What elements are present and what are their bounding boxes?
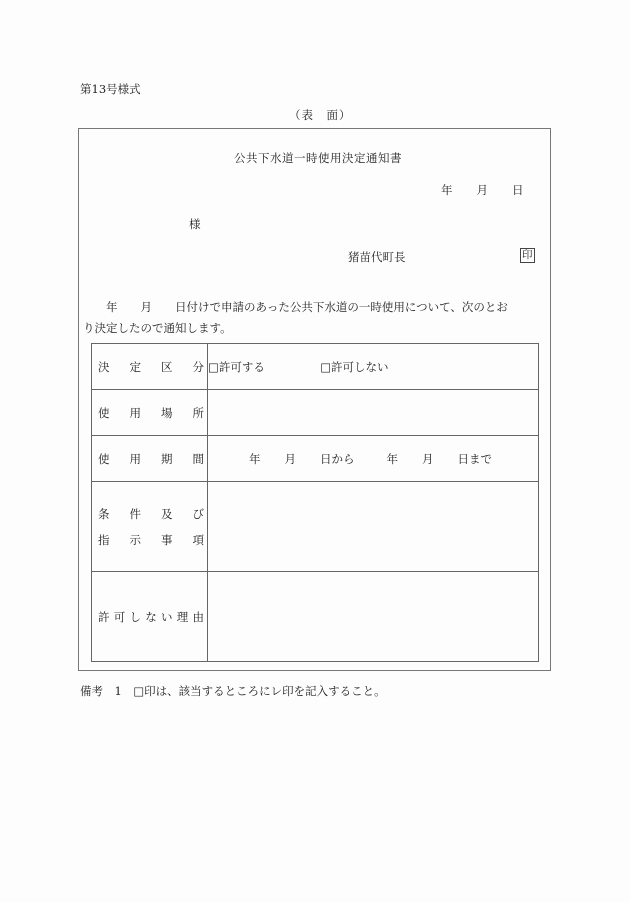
option-deny[interactable]: □許可しない bbox=[320, 359, 389, 374]
date-year: 年 bbox=[441, 183, 453, 197]
option-permit[interactable]: □許可する bbox=[208, 359, 265, 374]
body-text-line2: り決定したので通知します。 bbox=[83, 321, 232, 335]
reason-value[interactable] bbox=[208, 572, 539, 662]
table-row-reason bbox=[92, 572, 539, 662]
label-period: 使 用 期 間 bbox=[92, 436, 208, 482]
document-title: 公共下水道一時使用決定通知書 bbox=[234, 151, 402, 165]
table-row-location bbox=[92, 390, 539, 436]
conditions-value[interactable] bbox=[208, 482, 539, 572]
side-label: （表 面） bbox=[289, 108, 352, 122]
seal-mark: 印 bbox=[522, 249, 533, 261]
body-text-line1: 年 月 日付けで申請のあった公共下水道の一時使用について、次のとお bbox=[83, 300, 508, 314]
table-row-decision bbox=[92, 344, 539, 390]
issuer-name: 猪苗代町長 bbox=[348, 250, 406, 264]
addressee-suffix: 様 bbox=[189, 217, 201, 231]
decision-options bbox=[208, 344, 539, 390]
date-month: 月 bbox=[476, 183, 488, 197]
label-reason: 許 可 し な い 理 由 bbox=[92, 572, 208, 662]
label-decision: 決 定 区 分 bbox=[92, 344, 208, 390]
date-day: 日 bbox=[512, 183, 524, 197]
issue-date bbox=[441, 182, 524, 198]
table-row-period bbox=[92, 436, 539, 482]
period-value[interactable]: 年 月 日から 年 月 日まで bbox=[208, 436, 539, 482]
label-location: 使 用 場 所 bbox=[92, 390, 208, 436]
form-number: 第13号様式 bbox=[80, 82, 141, 96]
table-row-conditions bbox=[92, 482, 539, 572]
label-conditions: 条 件 及 び 指 示 事 項 bbox=[92, 482, 208, 572]
decision-table bbox=[91, 343, 539, 662]
location-value[interactable] bbox=[208, 390, 539, 436]
remarks-note: 備考 1 □印は、該当するところにレ印を記入すること。 bbox=[80, 684, 386, 698]
